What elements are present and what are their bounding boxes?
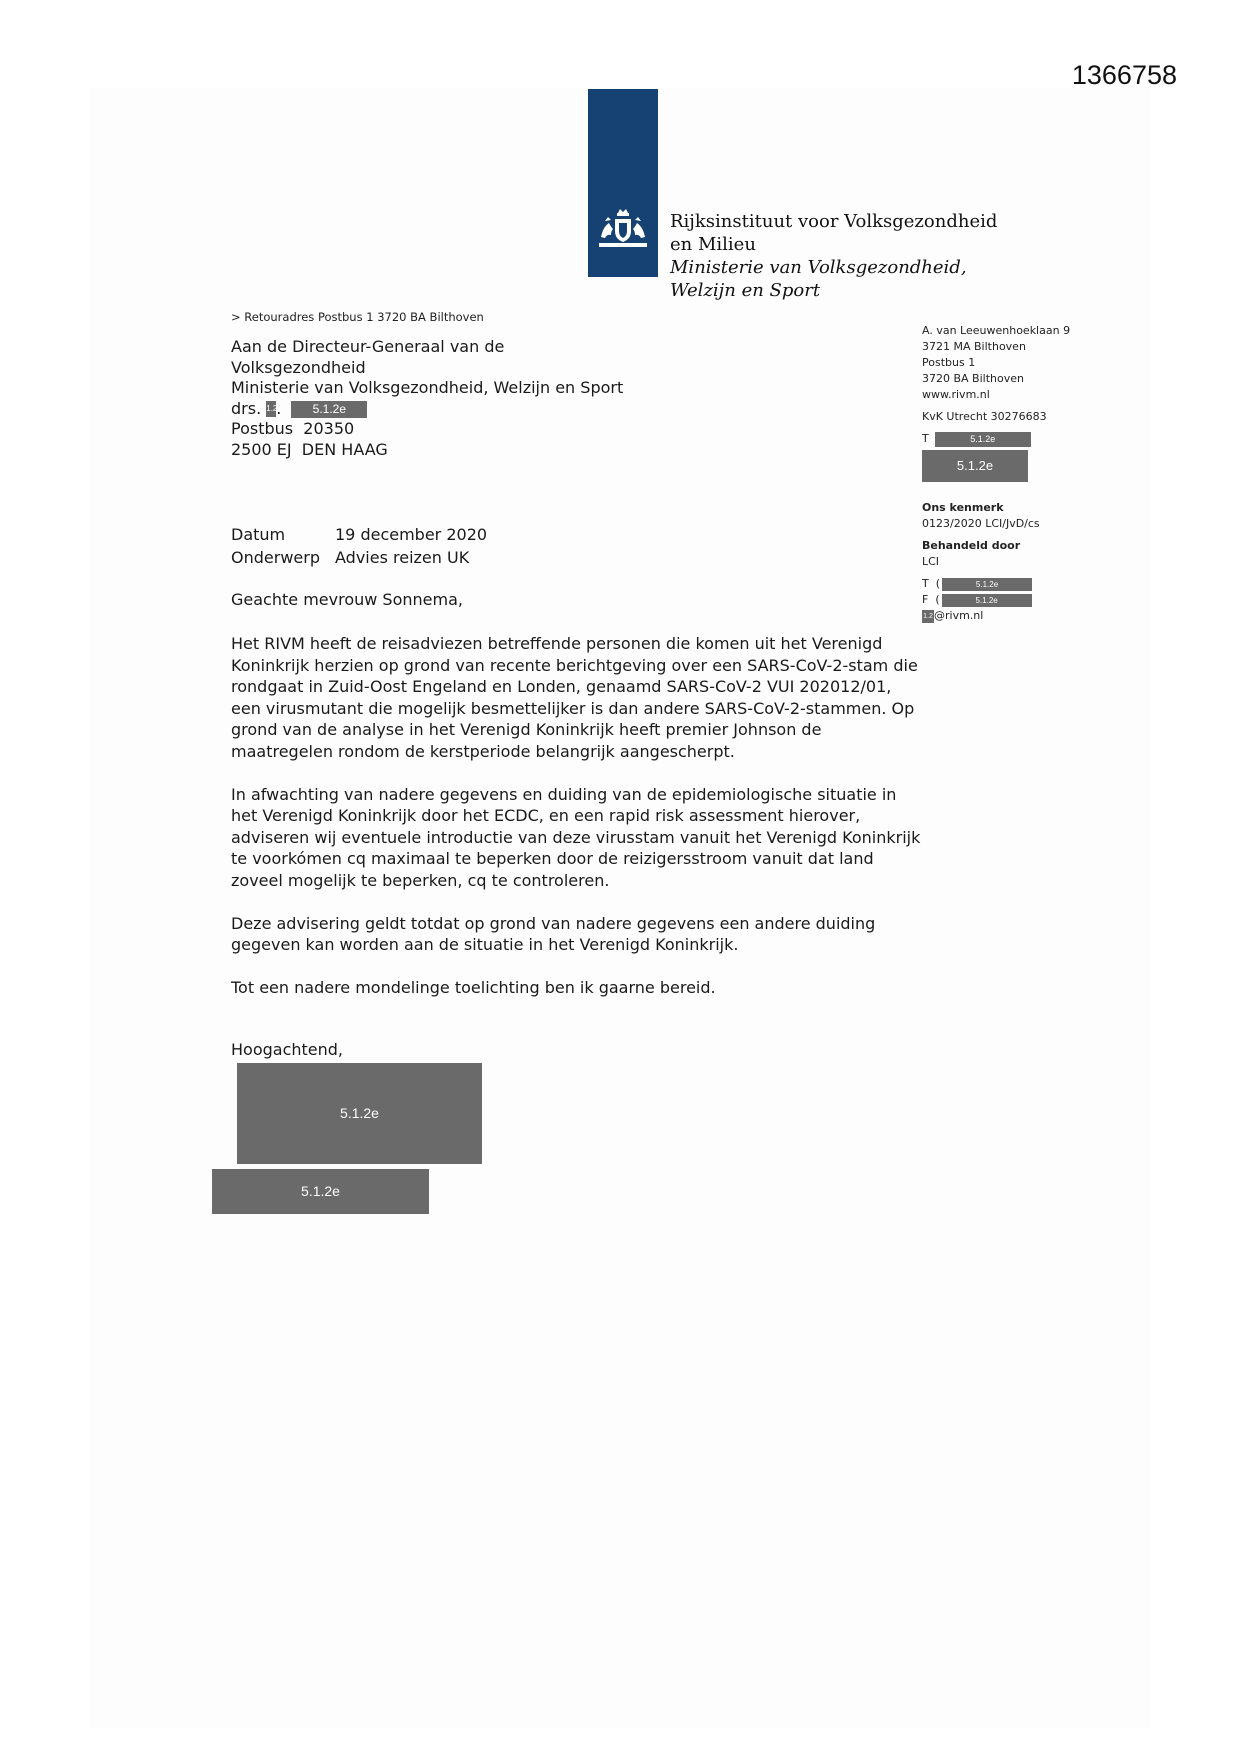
behandeld-value: LCI bbox=[922, 555, 940, 568]
paragraph-3: Deze advisering geldt totdat op grond van nadere gegevens een andere duiding gegeven kan worden aan de situatie in het Verenigd Koninkrijk. bbox=[231, 913, 876, 954]
sidebar-kvk: KvK Utrecht 30276683 bbox=[922, 410, 1047, 423]
addressee-dot: . bbox=[276, 398, 282, 418]
royal-coat-of-arms-icon bbox=[597, 207, 649, 251]
salutation: Geachte mevrouw Sonnema, bbox=[231, 590, 463, 609]
rijksoverheid-logo bbox=[588, 89, 658, 277]
organisation-name bbox=[670, 210, 997, 302]
document-number: 1366758 bbox=[1071, 60, 1177, 90]
handler-telephone: T ( 5.1.2e bbox=[922, 576, 1162, 592]
paragraph-2: In afwachting van nadere gegevens en duiding van de epidemiologische situatie in het Verenigd Koninkrijk door het ECDC, en een rapid risk assessment hierover, adviseren wij eventuele introductie van deze virusstam vanuit het Verenigd Koninkrijk te voorkómen cq maximaal te beperken door de reizigersstroom vanuit dat land zoveel mogelijk te beperken, cq te controleren. bbox=[231, 784, 921, 890]
redaction-email: 1.2 bbox=[922, 610, 934, 623]
sidebar-address-3: Postbus 1 bbox=[922, 356, 976, 369]
addressee-block bbox=[231, 337, 623, 460]
letter-meta bbox=[231, 523, 487, 569]
ministry-line-2: Welzijn en Sport bbox=[670, 280, 821, 301]
tel-label: T bbox=[922, 432, 929, 445]
date-row bbox=[231, 523, 487, 546]
behandeld-label: Behandeld door bbox=[922, 539, 1021, 552]
org-line-1: Rijksinstituut voor Volksgezondheid bbox=[670, 211, 998, 232]
paragraph-1: Het RIVM heeft de reisadviezen betreffende personen die komen uit het Verenigd Koninkrijk herzien op grond van recente berichtgeving over een SARS-CoV-2-stam die rondgaat in Zuid-Oost Engeland en Londen, genaamd SARS-CoV-2 VUI 202012/01, een virusmutant die mogelijk besmettelijker is dan andere SARS-CoV-2-stammen. Op grond van de analyse in het Verenigd Koninkrijk heeft premier Johnson de maatregelen rondom de kerstperiode belangrijk aangescherpt. bbox=[231, 634, 918, 761]
return-address: > Retouradres Postbus 1 3720 BA Bilthoven bbox=[231, 310, 484, 324]
subject-row bbox=[231, 546, 487, 569]
addressee-line-5: Postbus 20350 bbox=[231, 419, 355, 438]
date-label: Datum bbox=[231, 525, 286, 544]
addressee-title: drs. bbox=[231, 398, 262, 418]
addressee-line-1: Aan de Directeur-Generaal van de bbox=[231, 337, 505, 356]
org-line-2: en Milieu bbox=[670, 234, 756, 255]
paragraph-4: Tot een nadere mondelinge toelichting ben ik gaarne bereid. bbox=[231, 978, 716, 997]
addressee-line-2: Volksgezondheid bbox=[231, 357, 366, 377]
addressee-line-3: Ministerie van Volksgezondheid, Welzijn en Sport bbox=[231, 378, 624, 397]
sender-sidebar bbox=[922, 323, 1162, 624]
subject-label: Onderwerp bbox=[231, 548, 320, 567]
handler-email: 1.2@rivm.nl bbox=[923, 609, 984, 622]
sidebar-website: www.rivm.nl bbox=[922, 388, 990, 401]
redaction-telephone: 5.1.2e bbox=[935, 432, 1031, 447]
handler-fax: F ( 5.1.2e bbox=[922, 592, 1162, 608]
ministry-line-1: Ministerie van Volksgezondheid, bbox=[670, 257, 967, 278]
addressee-name-line bbox=[231, 399, 623, 420]
redaction-handler-fax: 5.1.2e bbox=[942, 594, 1032, 607]
letter-body bbox=[231, 633, 921, 1020]
redaction-initial: 1.2 bbox=[266, 401, 276, 417]
sidebar-address-1: A. van Leeuwenhoeklaan 9 bbox=[922, 324, 1071, 337]
redaction-contact: 5.1.2e bbox=[922, 450, 1028, 482]
sidebar-telephone bbox=[922, 431, 1162, 447]
kenmerk-value: 0123/2020 LCI/JvD/cs bbox=[922, 517, 1040, 530]
redaction-signature: 5.1.2e bbox=[237, 1063, 482, 1164]
closing: Hoogachtend, bbox=[231, 1040, 344, 1059]
redaction-signatory-name: 5.1.2e bbox=[212, 1169, 429, 1214]
redaction-name: 5.1.2e bbox=[291, 401, 367, 418]
kenmerk-label: Ons kenmerk bbox=[922, 501, 1004, 514]
addressee-line-6: 2500 EJ DEN HAAG bbox=[231, 439, 388, 459]
redaction-handler-telephone: 5.1.2e bbox=[942, 578, 1032, 591]
subject-value: Advies reizen UK bbox=[335, 548, 470, 567]
sidebar-address-2: 3721 MA Bilthoven bbox=[922, 340, 1026, 353]
date-value: 19 december 2020 bbox=[335, 525, 488, 544]
sidebar-address-4: 3720 BA Bilthoven bbox=[922, 372, 1024, 385]
